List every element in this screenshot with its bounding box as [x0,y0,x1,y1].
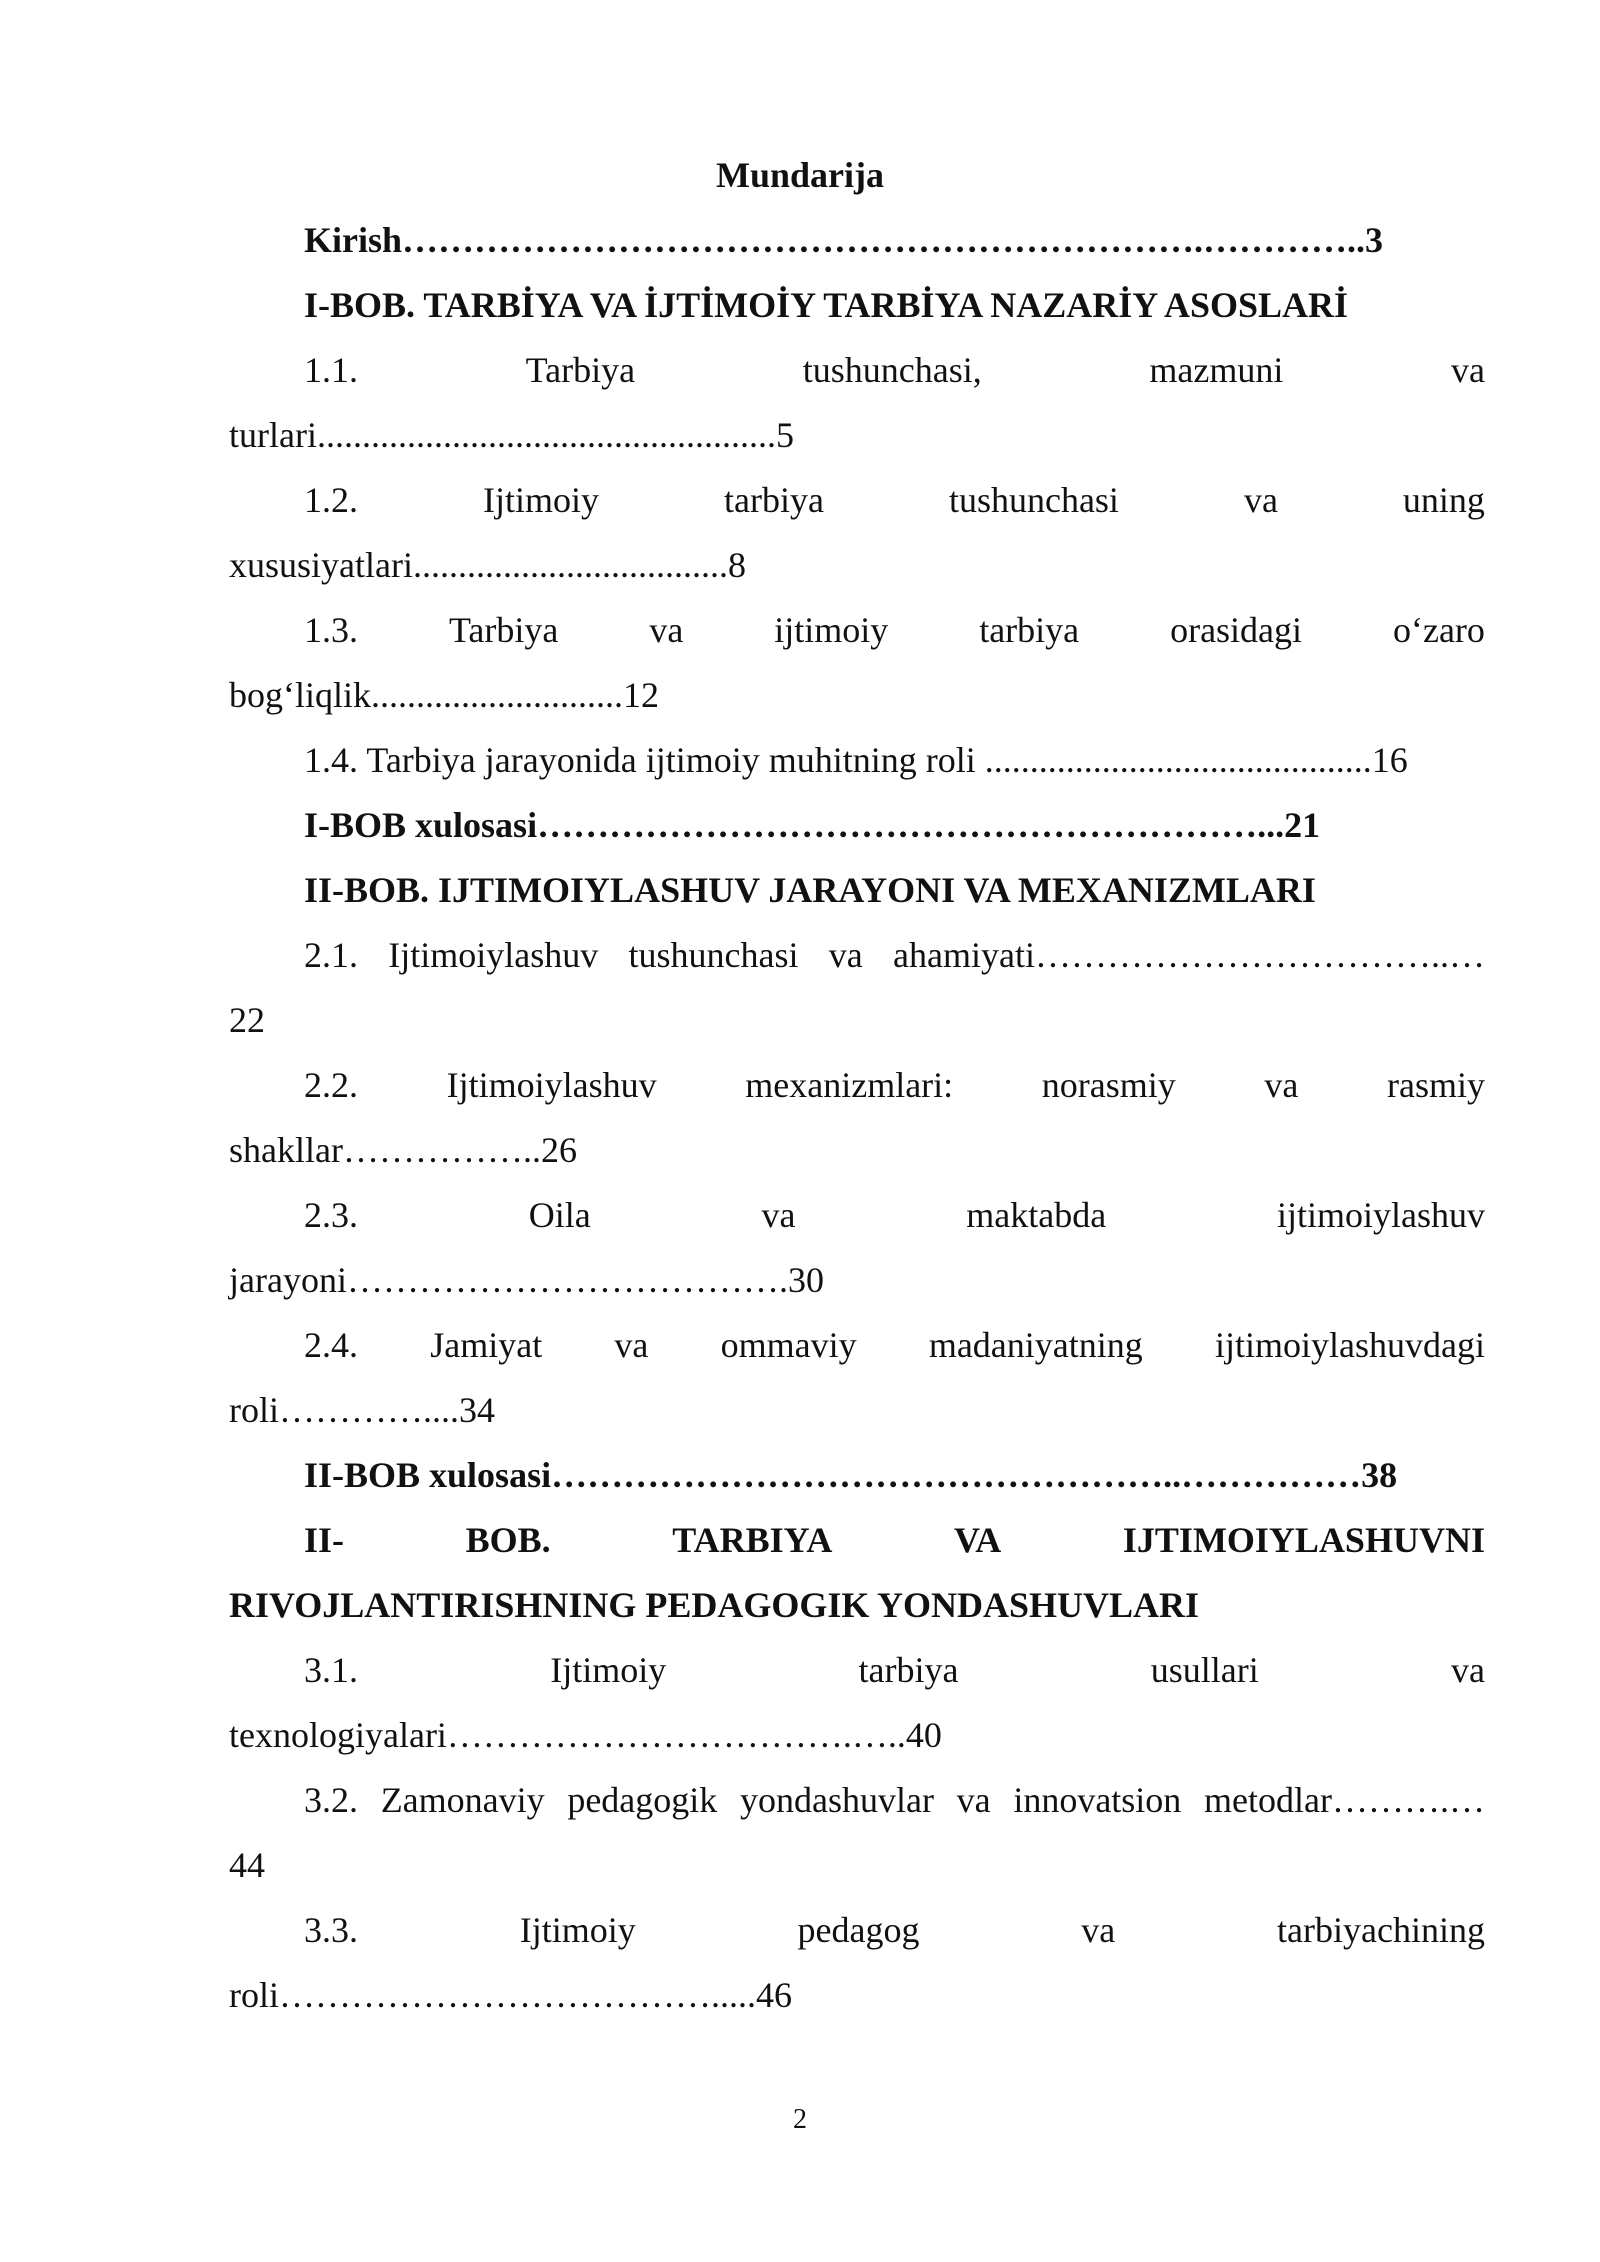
heading-word: BOB. [465,1520,551,1560]
chapter-1-conclusion: I-BOB xulosasi……………………………………………………...21 [304,805,1321,845]
heading-word: II- [304,1520,345,1560]
toc-entry-1-4: 1.4. Tarbiya jarayonida ijtimoiy muhitning roli ...........................................16 [304,740,1408,780]
toc-word: mexanizmlari: [745,1065,954,1105]
chapter-1-heading: I-BOB. TARBİYA VA İJTİMOİY TARBİYA NAZARİY ASOSLARİ [304,285,1348,325]
toc-word: ommaviy [720,1325,857,1365]
toc-word: ijtimoiy [774,610,889,650]
heading-word: TARBIYA [672,1520,833,1560]
toc-word: 2.1. [304,935,358,975]
toc-word: 3.3. [304,1910,358,1950]
toc-word: Oila [528,1195,591,1235]
toc-entry-1-3 [304,605,1485,655]
toc-word: va [1451,350,1485,390]
toc-word: 1.1. [304,350,358,390]
toc-entry-2-1-continuation: 22 [229,1000,265,1040]
toc-word: ijtimoiylashuv [1276,1195,1485,1235]
toc-word: va [1264,1065,1299,1105]
toc-word: o‘zaro [1392,610,1485,650]
toc-word: 1.2. [304,480,358,520]
toc-entry-2-2-continuation: shakllar……………..26 [229,1130,577,1170]
toc-word: Ijtimoiy [483,480,599,520]
toc-word: va [1081,1910,1116,1950]
toc-word: tarbiya [724,480,824,520]
page-title: Mundarija [715,155,884,195]
toc-entry-2-2 [304,1060,1485,1110]
toc-word: va [761,1195,796,1235]
toc-word: va [1451,1650,1485,1690]
toc-word: Ijtimoiylashuv [388,935,599,975]
toc-word: 3.2. [304,1780,358,1820]
toc-entry-1-1 [304,345,1485,395]
toc-word: metodlar……….… [1204,1780,1485,1820]
toc-word: uning [1402,480,1485,520]
toc-word: va [828,935,863,975]
toc-entry-3-3 [304,1905,1485,1955]
page-number: 2 [793,2104,807,2135]
toc-entry-3-1-continuation: texnologiyalari…………………………….…..40 [229,1715,942,1755]
toc-entry-3-1 [304,1645,1485,1695]
toc-word: usullari [1150,1650,1259,1690]
toc-entry-3-3-continuation: roli……………………………….....46 [229,1975,792,2015]
toc-entry-kirish: Kirish………………………………………………………….…………..3 [304,220,1384,260]
toc-word: va [649,610,684,650]
toc-word: Tarbiya [448,610,559,650]
toc-word: pedagogik [567,1780,718,1820]
toc-word: va [614,1325,649,1365]
toc-entry-1-2 [304,475,1485,525]
toc-word: tarbiya [979,610,1080,650]
toc-word: maktabda [966,1195,1107,1235]
toc-word: orasidagi [1170,610,1303,650]
toc-word: va [1243,480,1278,520]
toc-word: tushunchasi [628,935,799,975]
toc-word: ahamiyati……………………………..… [893,935,1485,975]
toc-word: va [956,1780,991,1820]
toc-word: Ijtimoiy [550,1650,667,1690]
toc-word: 2.2. [304,1065,358,1105]
toc-entry-2-4 [304,1320,1485,1370]
toc-word: 1.3. [304,610,358,650]
toc-entry-1-2-continuation: xususiyatlari...................................8 [229,545,746,585]
toc-word: tushunchasi, [802,350,982,390]
toc-word: ijtimoiylashuvdagi [1215,1325,1485,1365]
toc-word: pedagog [797,1910,920,1950]
toc-word: 2.3. [304,1195,358,1235]
toc-entry-2-3-continuation: jarayoni……………………………….30 [229,1260,824,1300]
chapter-2-conclusion: II-BOB xulosasi……………………………………………..……………38 [304,1455,1398,1495]
heading-word: VA [953,1520,1002,1560]
chapter-3-heading [304,1515,1485,1565]
toc-word: tushunchasi [948,480,1119,520]
toc-word: Zamonaviy [380,1780,545,1820]
toc-word: norasmiy [1041,1065,1176,1105]
toc-entry-3-2-continuation: 44 [229,1845,265,1885]
toc-word: 2.4. [304,1325,358,1365]
toc-word: mazmuni [1149,350,1284,390]
toc-word: innovatsion [1013,1780,1182,1820]
toc-word: tarbiya [858,1650,959,1690]
toc-word: Tarbiya [525,350,636,390]
toc-word: rasmiy [1387,1065,1485,1105]
toc-word: tarbiyachining [1277,1910,1485,1950]
toc-word: madaniyatning [928,1325,1143,1365]
toc-word: 3.1. [304,1650,358,1690]
chapter-3-heading-continuation: RIVOJLANTIRISHNING PEDAGOGIK YONDASHUVLARI [229,1585,1200,1625]
heading-word: IJTIMOIYLASHUVNI [1122,1520,1485,1560]
toc-entry-2-1 [304,930,1485,980]
toc-entry-1-3-continuation: bog‘liqlik............................12 [229,675,659,715]
toc-word: Ijtimoiy [519,1910,636,1950]
toc-entry-2-4-continuation: roli…………....34 [229,1390,495,1430]
toc-word: yondashuvlar [739,1780,934,1820]
toc-entry-2-3 [304,1190,1485,1240]
chapter-2-heading: II-BOB. IJTIMOIYLASHUV JARAYONI VA MEXANIZMLARI [304,870,1316,910]
toc-word: Ijtimoiylashuv [446,1065,657,1105]
toc-word: Jamiyat [430,1325,543,1365]
toc-entry-3-2 [304,1775,1485,1825]
toc-entry-1-1-continuation: turlari...................................................5 [229,415,794,455]
